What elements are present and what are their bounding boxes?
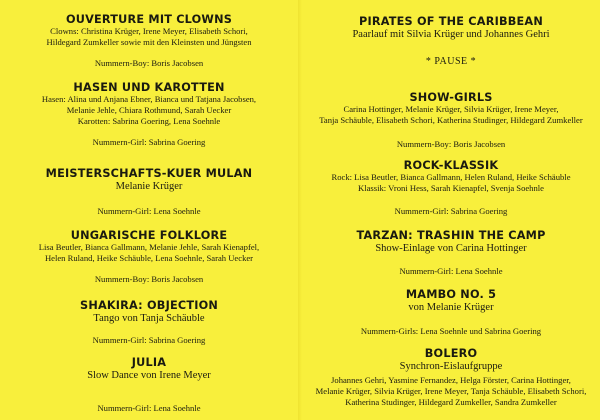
act-ouverture [4,12,294,48]
cast-line: Lisa Beutler, Bianca Gallmann, Melanie Jehle, Sarah Kienapfel, [38,242,260,252]
cast-line: Helen Ruland, Heike Schäuble, Lena Soehnle, Sarah Uecker [44,252,254,263]
cast-line: Rock: Lisa Beutler, Bianca Gallmann, Helen Ruland, Heike Schäuble [331,172,571,182]
right-page [306,0,596,420]
act-hasen-karotten [4,80,294,126]
act-title: SHAKIRA: OBJECTION [80,298,218,312]
act-assistant: Nummern-Girl: Sabrina Goering [92,335,206,345]
act-shakira [4,298,294,325]
act-assistant: Nummern-Girl: Lena Soehnle [97,206,201,216]
act-subtitle: Slow Dance von Irene Meyer [87,370,211,381]
intermission: * PAUSE * [425,56,477,67]
act-subtitle: Melanie Krüger [115,181,183,192]
cast-line: Melanie Krüger, Silvia Krüger, Irene Meyer, Tanja Schäuble, Elisabeth Schori, [315,385,587,396]
cast-line: Tanja Schäuble, Elisabeth Schori, Katherina Studinger, Hildegard Zumkeller [319,114,583,125]
act-title: PIRATES OF THE CARIBBEAN [359,14,543,28]
act-subtitle: Tango von Tanja Schäuble [93,313,205,324]
act-cast [306,172,596,194]
left-page [4,0,294,420]
act-rock-klassik [306,158,596,194]
cast-line: Melanie Jehle, Chiara Rothmund, Sarah Uecker [66,104,232,115]
act-assistant: Nummern-Boy: Boris Jacobsen [94,274,204,284]
act-ungarische-folklore [4,228,294,264]
act-cast [4,26,294,48]
act-pirates [306,14,596,41]
act-title: BOLERO [424,346,478,360]
act-assistant: Nummern-Girl: Lena Soehnle [399,266,503,276]
act-title: OUVERTURE MIT CLOWNS [65,12,233,26]
cast-line: Hildegard Zumkeller sowie mit den Kleinsten und Jüngsten [46,36,252,47]
act-cast [306,375,596,407]
act-title: SHOW-GIRLS [409,90,493,104]
act-assistant: Nummern-Boy: Boris Jacobsen [396,139,506,149]
cast-line: Hasen: Alina und Anjana Ebner, Bianca und Tatjana Jacobsen, [41,94,257,104]
act-show-girls [306,90,596,126]
act-assistant: Nummern-Girl: Sabrina Goering [394,206,508,216]
act-subtitle: von Melanie Krüger [408,302,494,313]
act-assistant: Nummern-Boy: Boris Jacobsen [94,58,204,68]
act-title: MEISTERSCHAFTS-KUER MULAN [45,166,253,180]
cast-line: Katherina Studinger, Hildegard Zumkeller, Sandra Zumkeller [345,396,557,407]
cast-line: Klassik: Vroni Hess, Sarah Kienapfel, Svenja Soehnle [358,182,544,193]
act-title: TARZAN: TRASHIN THE CAMP [356,228,546,242]
cast-line: Johannes Gehri, Yasmine Fernandez, Helga Förster, Carina Hottinger, [331,375,571,385]
act-assistant: Nummern-Girl: Lena Soehnle [97,403,201,413]
cast-line: Carina Hottinger, Melanie Krüger, Silvia Krüger, Irene Meyer, [343,104,559,114]
act-assistant: Nummern-Girl: Sabrina Goering [92,137,206,147]
act-subtitle: Show-Einlage von Carina Hottinger [375,243,527,254]
act-title: HASEN UND KAROTTEN [73,80,225,94]
act-title: JULIA [131,355,167,369]
act-cast [4,94,294,126]
act-title: ROCK-KLASSIK [403,158,499,172]
act-mulan [4,166,294,193]
act-mambo [306,287,596,314]
cast-line: Clowns: Christina Krüger, Irene Meyer, Elisabeth Schori, [50,26,248,36]
act-cast [306,104,596,126]
act-subtitle: Paarlauf mit Silvia Krüger und Johannes Gehri [352,29,550,40]
act-title: MAMBO NO. 5 [405,287,497,301]
act-bolero [306,346,596,407]
act-julia [4,355,294,382]
cast-line: Karotten: Sabrina Goering, Lena Soehnle [77,115,221,126]
act-subtitle: Synchron-Eislaufgruppe [399,361,503,372]
act-cast [4,242,294,264]
act-assistant: Nummern-Girls: Lena Soehnle und Sabrina Goering [360,326,542,336]
act-tarzan [306,228,596,255]
page-fold [298,0,302,420]
act-title: UNGARISCHE FOLKLORE [70,228,228,242]
